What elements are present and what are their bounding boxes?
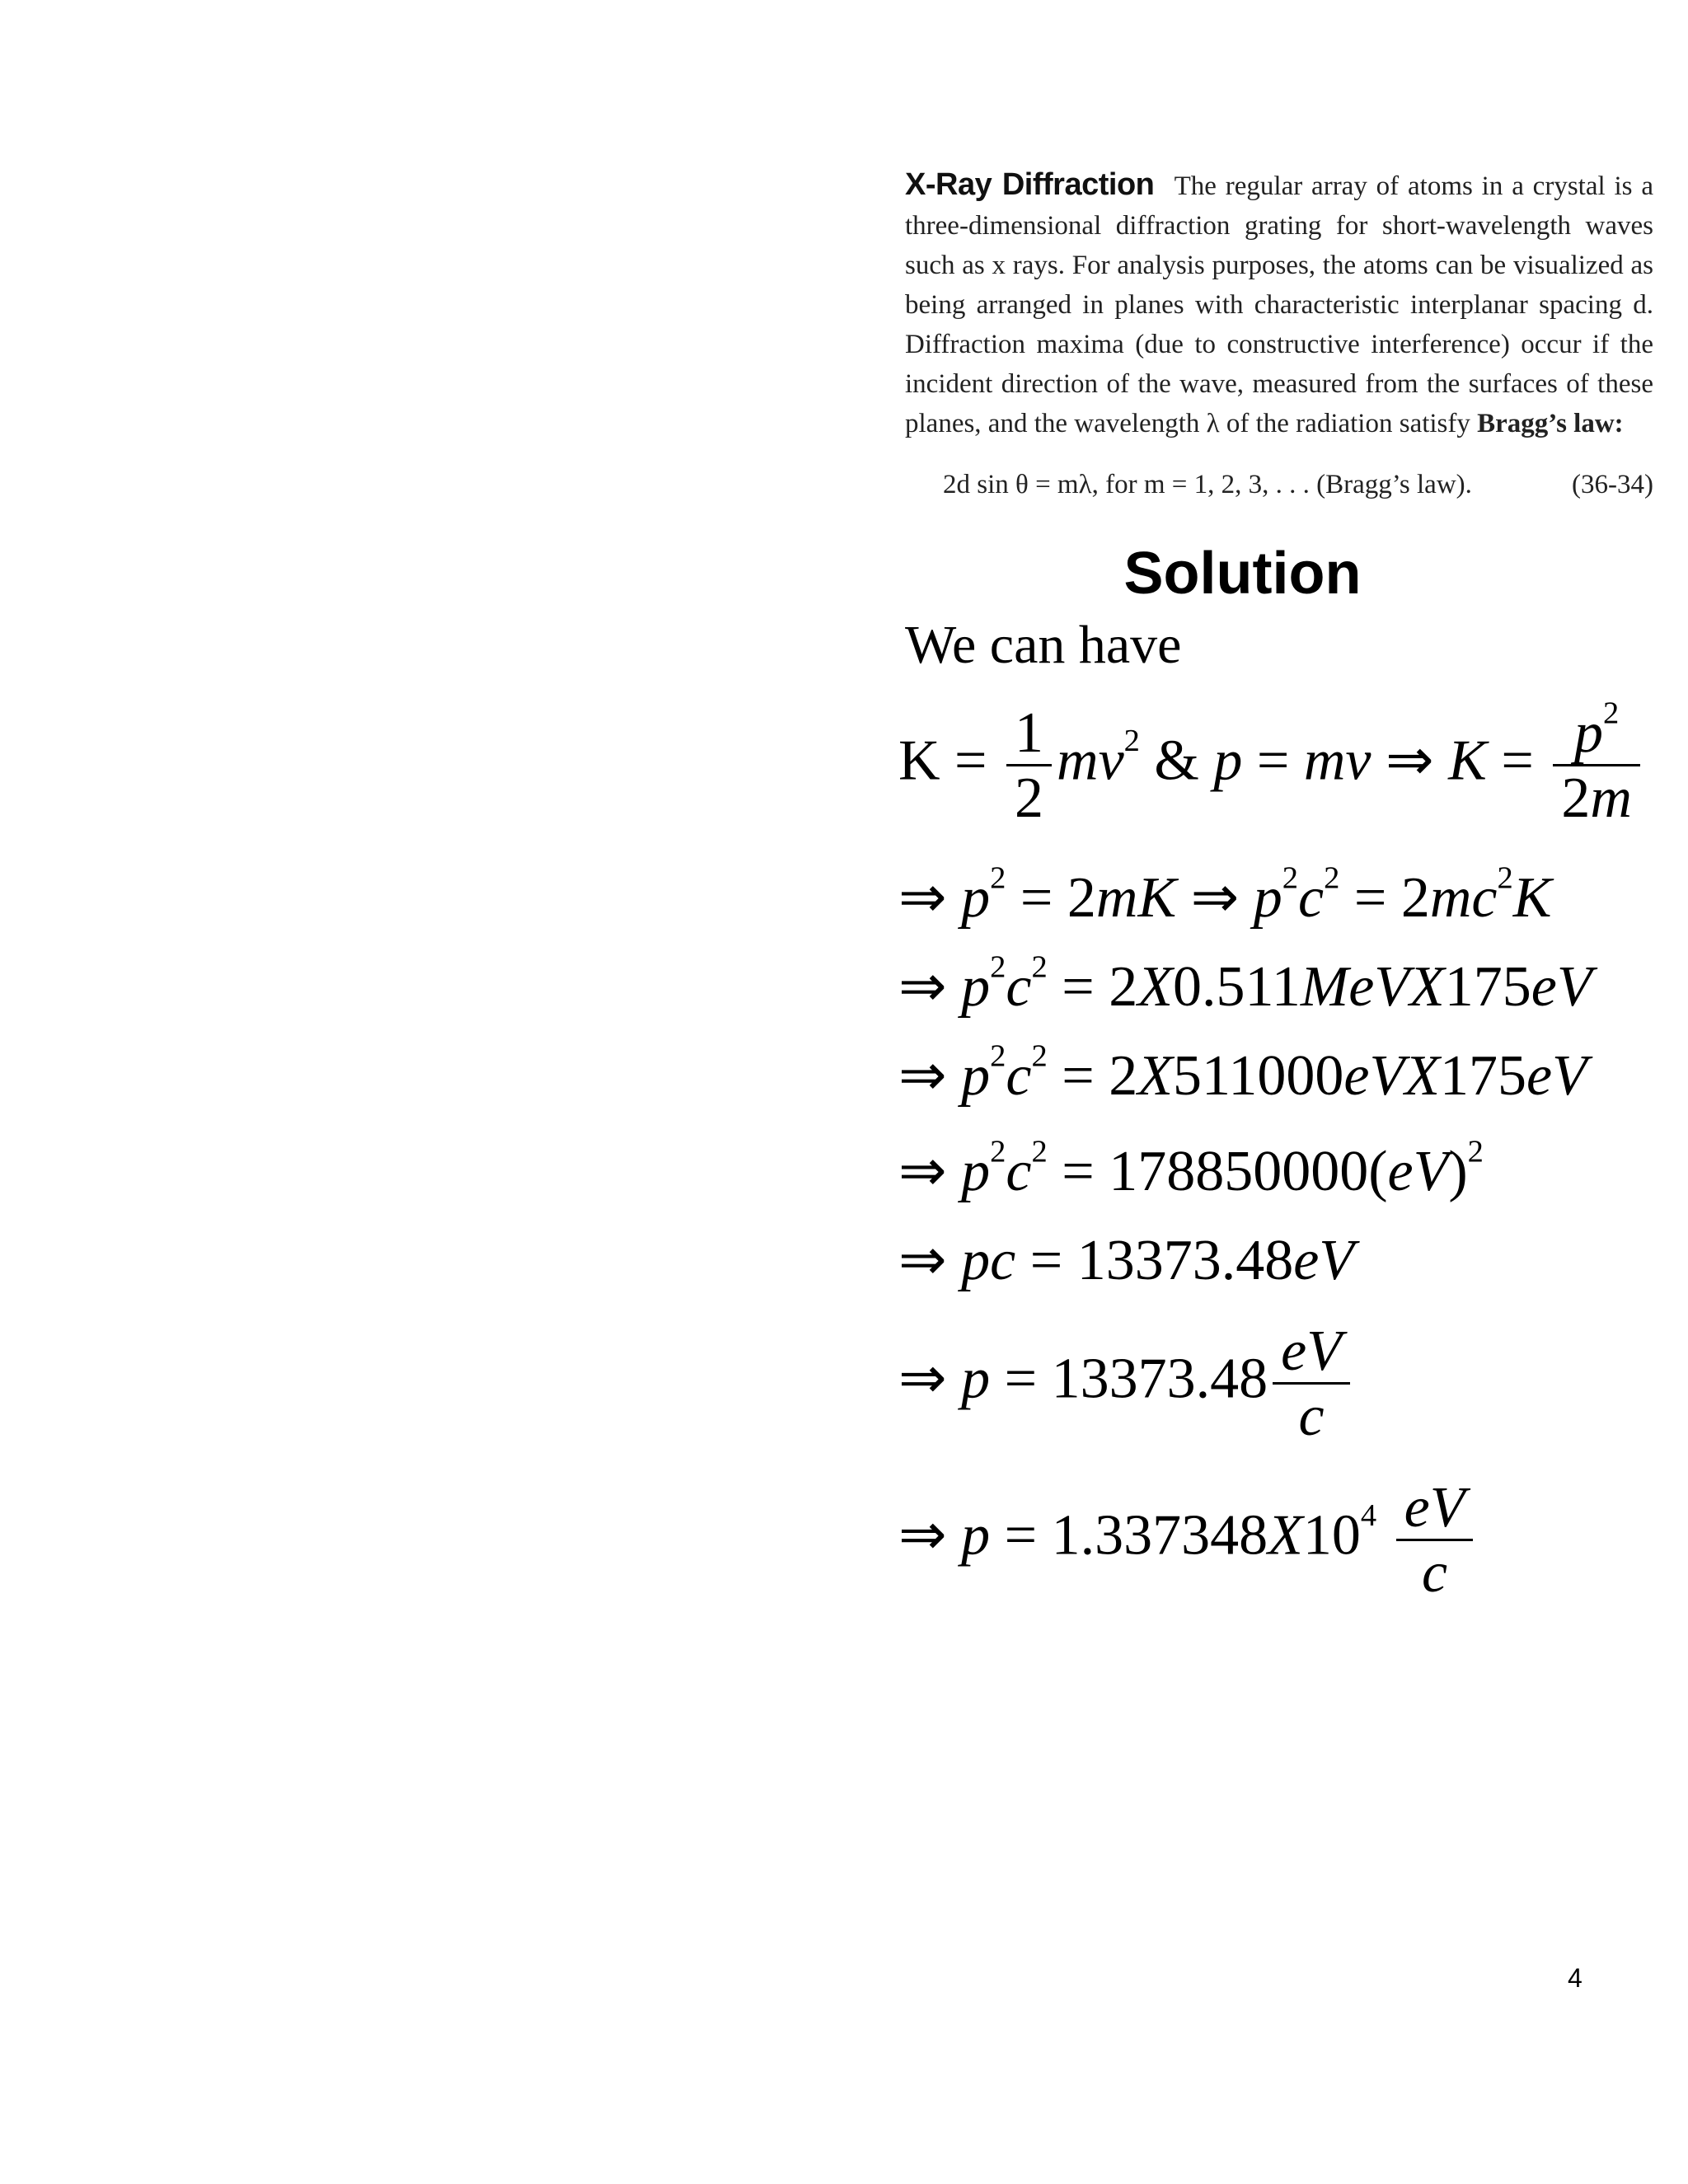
solution-intro: We can have <box>905 615 1182 675</box>
fraction-one-half: $\frac{1}{2}$ <box>1006 705 1052 827</box>
solution-title: Solution <box>1123 541 1362 607</box>
excerpt-last-line: planes, and the wavelength λ of the radiation satisfy <box>905 409 1470 438</box>
equation-line-7: ⇒ p = 13373.48 $\frac{eV}{c}$ <box>898 1323 1355 1446</box>
bragg-law-label: Bragg’s law: <box>1477 409 1624 438</box>
equation-line-1: K = $\frac{1}{2}$ $mv^2$ & p = mv ⇒ K = $\frac{p^2}{2m}$ <box>898 705 1645 827</box>
equation-line-5: ⇒ $p^2c^2 = 178850000(eV)^2$ <box>898 1134 1484 1203</box>
excerpt-body: The regular array of atoms in a crystal is a three-dimensional diffraction grating for short-wavelength waves such as x rays. For analysis purposes, the atoms can be visualized as being arranged in planes with characteristic interplanar spacing d. Diffraction maxima (due to constructive interference) occur if the incident direction of the wave, measured from the surfaces of these <box>905 171 1653 399</box>
fraction-ev-over-c: $\frac{eV}{c}$ <box>1396 1479 1474 1602</box>
equation-number: (36-34) <box>1572 470 1653 499</box>
excerpt-last-line-row <box>905 404 1653 443</box>
bragg-equation: 2d sin θ = mλ, for m = 1, 2, 3, . . . (Bragg’s law). <box>943 470 1472 499</box>
fraction-ev-over-c: $\frac{eV}{c}$ <box>1273 1323 1350 1446</box>
page-number: 4 <box>1568 1963 1582 1993</box>
textbook-excerpt <box>905 165 1653 443</box>
excerpt-paragraph <box>905 165 1653 404</box>
bragg-equation-row <box>943 470 1653 500</box>
equation-line-4: ⇒ $p^2c^2 = 2X511000eVX175eV$ <box>898 1038 1587 1108</box>
equation-line-3: ⇒ $p^2c^2$ = 2X0.511MeVX175eV <box>898 949 1592 1019</box>
fraction-p2-over-2m: $\frac{p^2}{2m}$ <box>1553 705 1640 827</box>
equation-line-2: ⇒ $p^2 = 2mK$ ⇒ $p^2c^2 = 2mc^2K$ <box>898 860 1552 930</box>
equation-line-8: ⇒ $p = 1.337348X10^4$ $\frac{eV}{c}$ <box>898 1479 1478 1602</box>
excerpt-heading: X-Ray Diffraction <box>905 167 1155 202</box>
equation-line-6: ⇒ pc = 13373.48eV <box>898 1229 1355 1292</box>
